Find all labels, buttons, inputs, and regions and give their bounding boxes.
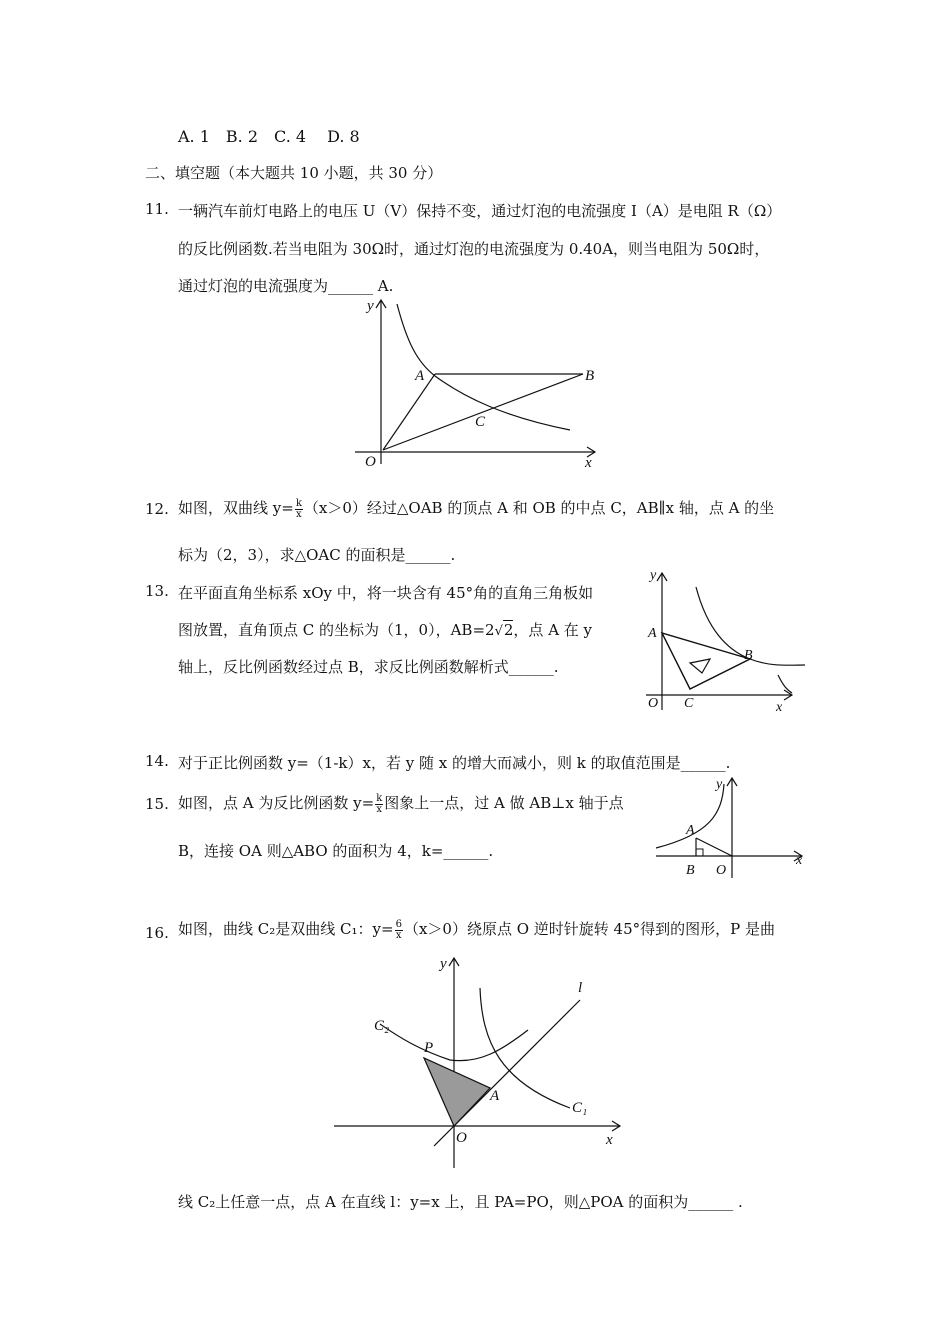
- section-heading: 二、填空题（本大题共 10 小题，共 30 分）: [145, 164, 443, 182]
- figure-q15: [652, 772, 808, 884]
- label-p: P: [424, 1040, 434, 1056]
- fraction-denominator: x: [376, 803, 383, 815]
- question-number: 16.: [145, 924, 169, 942]
- figure-q12: [345, 292, 605, 474]
- figure-q16: [330, 952, 630, 1174]
- fraction: [375, 794, 383, 815]
- question-text: 标为（2，3），求△OAC 的面积是______.: [178, 546, 456, 564]
- label-x: x: [585, 455, 592, 471]
- question-text: 图放置，直角顶点 C 的坐标为（1，0），AB=2√2，点 A 在 y: [178, 621, 593, 639]
- fraction: [395, 920, 403, 941]
- sqrt-radicand: 2: [503, 621, 514, 639]
- text-part: 如图，双曲线 y=: [178, 499, 294, 517]
- figure-q13: [640, 565, 810, 713]
- label-o: O: [716, 863, 727, 878]
- triangle-poa: [424, 1058, 490, 1126]
- label-a: A: [415, 368, 425, 384]
- label-b: B: [744, 648, 753, 663]
- label-c: C: [475, 414, 486, 430]
- label-c: C: [684, 696, 694, 711]
- fraction-denominator: x: [296, 508, 302, 520]
- text-part: 如图，曲线 C₂是双曲线 C₁：y=: [178, 920, 394, 938]
- question-text: 的反比例函数.若当电阻为 30Ω时，通过灯泡的电流强度为 0.40A，则当电阻为 50Ω时，: [178, 240, 770, 258]
- text-part: 图放置，直角顶点 C 的坐标为（1，0），AB=2: [178, 621, 495, 639]
- question-text: [178, 496, 774, 520]
- question-text: 一辆汽车前灯电路上的电压 U（V）保持不变，通过灯泡的电流强度 I（A）是电阻 R（Ω）: [178, 202, 782, 220]
- inner-triangle: [690, 659, 710, 673]
- label-o: O: [456, 1130, 467, 1146]
- question-text: [178, 791, 624, 815]
- text-part: ，点 A 在 y: [513, 621, 593, 639]
- label-b: B: [686, 863, 695, 878]
- label-a: A: [686, 823, 695, 838]
- fraction-numerator: 6: [395, 918, 402, 930]
- question-number: 15.: [145, 795, 169, 813]
- question-text: 在平面直角坐标系 xOy 中，将一块含有 45°角的直角三角板如: [178, 584, 594, 602]
- segment-oa: [696, 838, 732, 856]
- label-x: x: [796, 853, 803, 868]
- label-o: O: [648, 696, 659, 711]
- label-l: l: [578, 980, 583, 996]
- question-text: 轴上，反比例函数经过点 B，求反比例函数解析式______.: [178, 658, 559, 676]
- label-c2: C₂: [374, 1018, 390, 1034]
- label-y: y: [716, 777, 723, 792]
- text-part: （x＞0）经过△OAB 的顶点 A 和 OB 的中点 C，AB∥x 轴，点 A 的坐: [303, 499, 775, 517]
- q10-options: A. 1 B. 2 C. 4 D. 8: [178, 127, 360, 146]
- fraction-denominator: x: [395, 929, 402, 941]
- hyperbola-curve: [397, 304, 570, 430]
- question-number: 12.: [145, 500, 169, 518]
- fraction: [295, 499, 303, 520]
- question-number: 13.: [145, 582, 169, 600]
- triangle-abc: [662, 633, 750, 689]
- text-part: （x＞0）绕原点 O 逆时针旋转 45°得到的图形，P 是曲: [403, 920, 775, 938]
- fraction-numerator: k: [295, 497, 302, 509]
- label-y: y: [440, 956, 447, 972]
- question-text: 线 C₂上任意一点，点 A 在直线 l：y=x 上，且 PA=PO，则△POA 的面积为______ .: [178, 1193, 743, 1211]
- question-text: B，连接 OA 则△ABO 的面积为 4，k=______.: [178, 842, 494, 860]
- label-x: x: [606, 1132, 613, 1148]
- right-angle-mark: [696, 849, 703, 856]
- label-y: y: [367, 298, 374, 314]
- question-text: 通过灯泡的电流强度为______ A.: [178, 277, 394, 295]
- label-b: B: [585, 368, 595, 384]
- segment-ob: [383, 374, 583, 450]
- label-c1: C₁: [572, 1100, 588, 1116]
- hyperbola-curve: [656, 784, 724, 848]
- question-number: 11.: [145, 200, 169, 218]
- question-text: 对于正比例函数 y=（1-k）x，若 y 随 x 的增大而减小，则 k 的取值范围是______.: [178, 754, 731, 772]
- text-part: 如图，点 A 为反比例函数 y=: [178, 794, 375, 812]
- label-x: x: [776, 700, 783, 713]
- fraction-numerator: k: [376, 792, 383, 804]
- label-a: A: [648, 626, 657, 641]
- label-o: O: [365, 454, 376, 470]
- segment-oa: [383, 374, 435, 450]
- text-part: 图象上一点，过 A 做 AB⊥x 轴于点: [384, 794, 624, 812]
- label-a: A: [490, 1088, 500, 1104]
- question-text: [178, 917, 775, 941]
- question-number: 14.: [145, 752, 169, 770]
- label-y: y: [650, 568, 657, 583]
